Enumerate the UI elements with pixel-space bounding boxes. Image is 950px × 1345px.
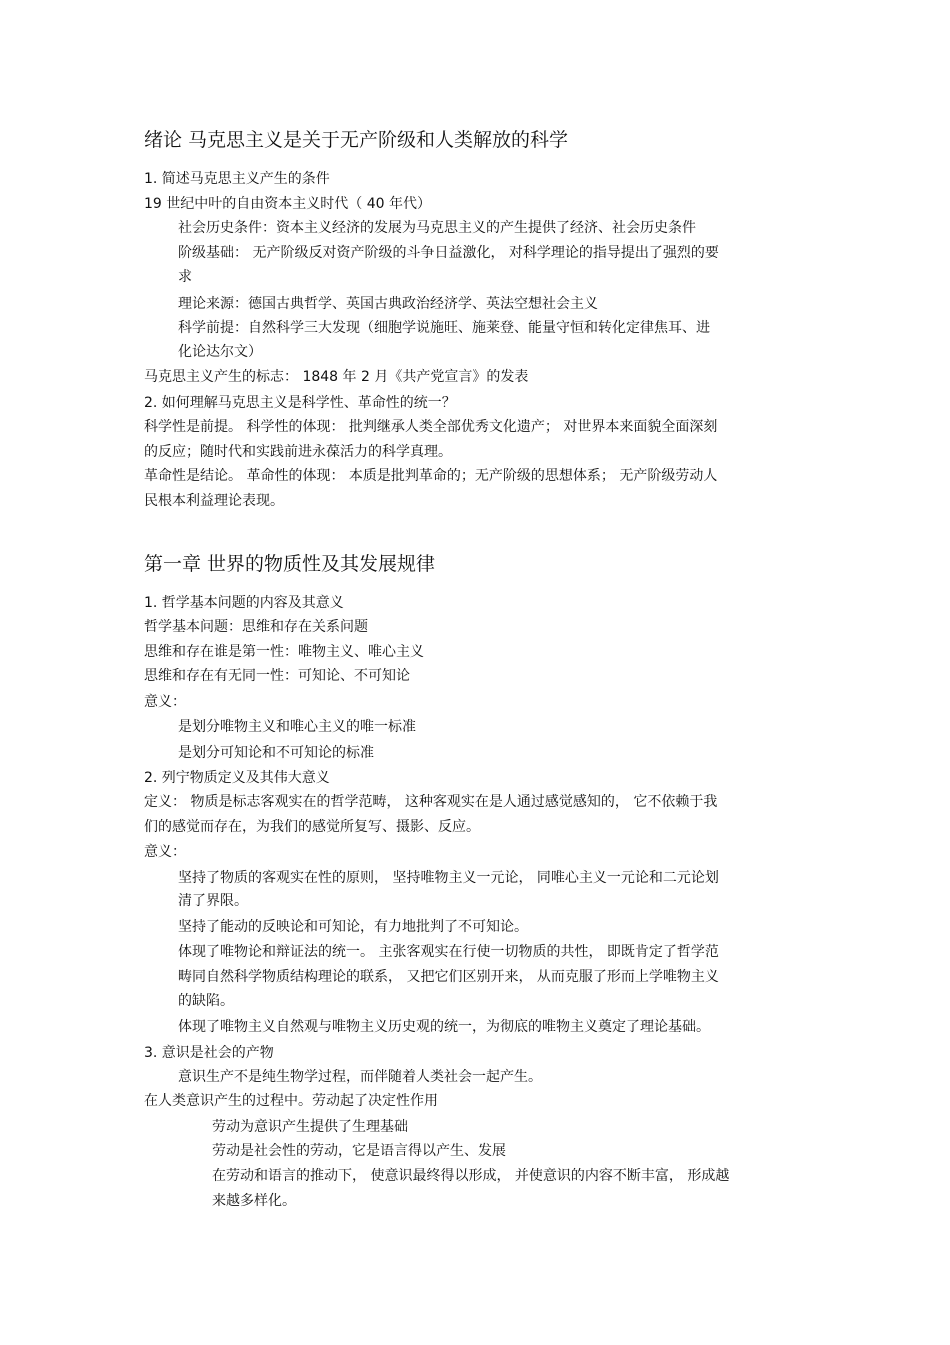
question-heading: 1. 简述马克思主义产生的条件	[144, 171, 330, 187]
paragraph-line: 社会历史条件：资本主义经济的发展为马克思主义的产生提供了经济、社会历史条件	[178, 220, 696, 236]
paragraph-line: 科学性是前提。 科学性的体现： 批判继承人类全部优秀文化遗产； 对世界本来面貌全面深刻	[144, 419, 718, 435]
paragraph-line: 的缺陷。	[178, 993, 234, 1009]
paragraph-line: 求	[178, 269, 192, 285]
paragraph-line: 体现了唯物主义自然观与唯物主义历史观的统一，为彻底的唯物主义奠定了理论基础。	[178, 1019, 710, 1035]
paragraph-line: 19 世纪中叶的自由资本主义时代（ 40 年代）	[144, 196, 431, 212]
paragraph-line: 民根本利益理论表现。	[144, 493, 284, 509]
paragraph-line: 是划分可知论和不可知论的标准	[178, 745, 374, 761]
paragraph-line: 来越多样化。	[212, 1193, 296, 1209]
paragraph-line: 思维和存在有无同一性：可知论、不可知论	[144, 668, 410, 684]
paragraph-line: 定义： 物质是标志客观实在的哲学范畴， 这种客观实在是人通过感觉感知的， 它不依赖于我	[144, 794, 718, 810]
paragraph-line: 马克思主义产生的标志： 1848 年 2 月《共产党宣言》的发表	[144, 369, 529, 385]
page-title: 绪论 马克思主义是关于无产阶级和人类解放的科学	[144, 129, 569, 151]
paragraph-line: 体现了唯物论和辩证法的统一。 主张客观实在行使一切物质的共性， 即既肯定了哲学范	[178, 944, 719, 960]
paragraph-line: 在劳动和语言的推动下， 使意识最终得以形成， 并使意识的内容不断丰富， 形成越	[212, 1168, 730, 1184]
paragraph-line: 科学前提：自然科学三大发现（细胞学说施旺、施莱登、能量守恒和转化定律焦耳、进	[178, 320, 710, 336]
paragraph-line: 阶级基础： 无产阶级反对资产阶级的斗争日益激化， 对科学理论的指导提出了强烈的要	[178, 245, 719, 261]
paragraph-line: 的反应；随时代和实践前进永葆活力的科学真理。	[144, 444, 452, 460]
paragraph-line: 革命性是结论。 革命性的体现： 本质是批判革命的；无产阶级的思想体系； 无产阶级劳动人	[144, 468, 718, 484]
paragraph-line: 哲学基本问题：思维和存在关系问题	[144, 619, 368, 635]
paragraph-line: 意识生产不是纯生物学过程，而伴随着人类社会一起产生。	[178, 1069, 542, 1085]
paragraph-line: 是划分唯物主义和唯心主义的唯一标准	[178, 719, 416, 735]
paragraph-line: 坚持了能动的反映论和可知论，有力地批判了不可知论。	[178, 919, 528, 935]
question-heading: 3. 意识是社会的产物	[144, 1045, 274, 1061]
question-heading: 2. 列宁物质定义及其伟大意义	[144, 770, 330, 786]
paragraph-line: 劳动是社会性的劳动，它是语言得以产生、发展	[212, 1143, 506, 1159]
question-heading: 2. 如何理解马克思主义是科学性、革命性的统一？	[144, 395, 456, 411]
question-heading: 1. 哲学基本问题的内容及其意义	[144, 595, 344, 611]
paragraph-line: 思维和存在谁是第一性：唯物主义、唯心主义	[144, 644, 424, 660]
paragraph-line: 们的感觉而存在，为我们的感觉所复写、摄影、反应。	[144, 819, 480, 835]
paragraph-line: 意义：	[144, 844, 186, 860]
paragraph-line: 畴同自然科学物质结构理论的联系， 又把它们区别开来， 从而克服了形而上学唯物主义	[178, 969, 719, 985]
paragraph-line: 理论来源：德国古典哲学、英国古典政治经济学、英法空想社会主义	[178, 296, 598, 312]
paragraph-line: 清了界限。	[178, 893, 248, 909]
paragraph-line: 意义：	[144, 694, 186, 710]
paragraph-line: 在人类意识产生的过程中。劳动起了决定性作用	[144, 1093, 438, 1109]
paragraph-line: 劳动为意识产生提供了生理基础	[212, 1119, 408, 1135]
paragraph-line: 化论达尔文）	[178, 344, 262, 360]
paragraph-line: 坚持了物质的客观实在性的原则， 坚持唯物主义一元论， 同唯心主义一元论和二元论划	[178, 870, 719, 886]
chapter-title: 第一章 世界的物质性及其发展规律	[144, 553, 436, 575]
